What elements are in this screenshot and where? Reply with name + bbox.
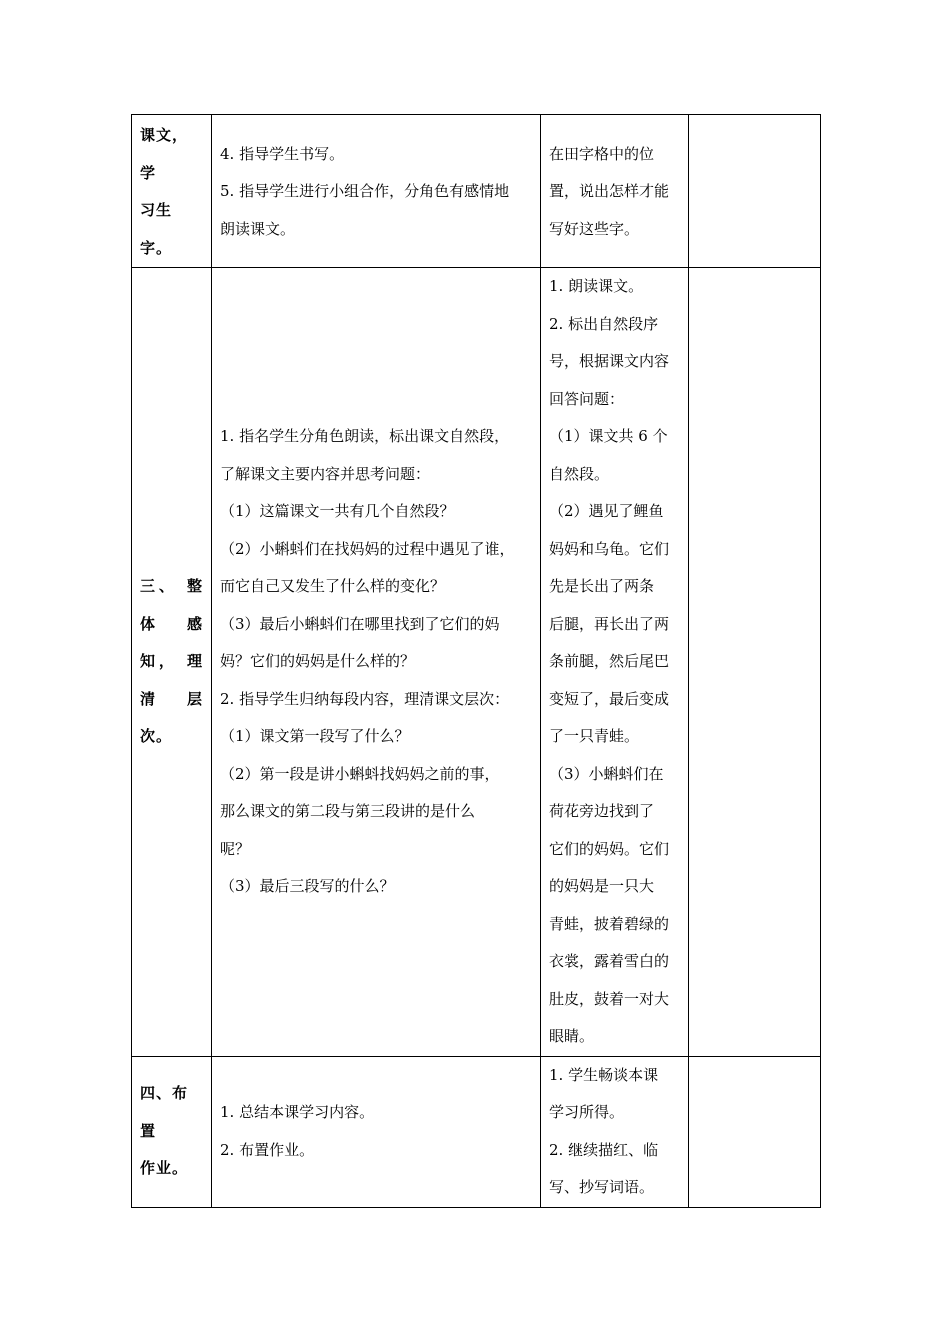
student-activity-cell <box>541 1056 689 1207</box>
student-line: 置，说出怎样才能 <box>549 182 670 201</box>
teacher-line: 了解课文主要内容并思考问题： <box>220 464 431 483</box>
student-line: 1. 学生畅谈本课 <box>549 1065 659 1084</box>
student-line: （1）课文共 6 个 <box>549 427 668 445</box>
student-line: （2）遇见了鲤鱼 <box>549 502 664 520</box>
teacher-line: （1）课文第一段写了什么？ <box>220 727 410 745</box>
teacher-line: 5. 指导学生进行小组合作，分角色有感情地 <box>220 182 510 201</box>
student-line: 了一只青蛙。 <box>549 727 640 745</box>
student-line: 荷花旁边找到了 <box>549 802 655 820</box>
teacher-line: 4. 指导学生书写。 <box>220 144 345 163</box>
stage-line: 次。 <box>140 727 173 745</box>
stage-line: 课文，学 <box>140 126 189 182</box>
note-cell <box>689 115 821 268</box>
teacher-activity-cell <box>212 115 541 268</box>
student-line: 1. 朗读课文。 <box>549 277 644 295</box>
stage-line: 习生字。 <box>140 201 173 257</box>
teacher-line: 2. 指导学生归纳每段内容，理清课文层次： <box>220 689 510 708</box>
student-line: 写、抄写词语。 <box>549 1178 655 1196</box>
student-line: 眼睛。 <box>549 1027 595 1045</box>
student-line: 变短了，最后变成 <box>549 689 670 708</box>
student-line: 号，根据课文内容 <box>549 352 670 370</box>
stage-cell <box>132 115 212 268</box>
student-line: 2. 标出自然段序 <box>549 314 659 333</box>
teacher-line: （3）最后小蝌蚪们在哪里找到了它们的妈 <box>220 614 500 633</box>
teacher-line: 呢？ <box>220 839 251 858</box>
stage-line: 清 层 <box>140 689 203 708</box>
table-row <box>132 115 821 268</box>
student-line: 妈妈和乌龟。它们 <box>549 539 670 558</box>
teacher-line: 1. 总结本课学习内容。 <box>220 1103 375 1121</box>
student-line: 回答问题： <box>549 389 625 408</box>
teacher-line: （2）第一段是讲小蝌蚪找妈妈之前的事， <box>220 764 500 783</box>
teacher-activity-cell <box>212 1056 541 1207</box>
teacher-line: 妈？它们的妈妈是什么样的？ <box>220 652 416 670</box>
stage-line: 四、布置 <box>140 1084 189 1140</box>
student-line: 先是长出了两条 <box>549 577 655 595</box>
teacher-line: （3）最后三段写的什么？ <box>220 877 395 895</box>
student-line: 2. 继续描红、临 <box>549 1140 659 1159</box>
teacher-line: 朗读课文。 <box>220 219 296 238</box>
student-line: 它们的妈妈。它们 <box>549 839 670 858</box>
stage-cell <box>132 1056 212 1207</box>
note-cell <box>689 268 821 1057</box>
student-activity-cell <box>541 268 689 1057</box>
table-row <box>132 1056 821 1207</box>
stage-line: 三、 整 <box>140 577 203 595</box>
teacher-line: 2. 布置作业。 <box>220 1140 315 1159</box>
student-line: 后腿，再长出了两 <box>549 614 670 633</box>
student-line: 条前腿，然后尾巴 <box>549 652 670 670</box>
student-line: （3）小蝌蚪们在 <box>549 764 664 783</box>
student-line: 自然段。 <box>549 464 610 483</box>
teacher-line: 那么课文的第二段与第三段讲的是什么 <box>220 802 476 820</box>
student-line: 学习所得。 <box>549 1103 625 1121</box>
stage-line: 体 感 <box>140 614 203 633</box>
teacher-line: （1）这篇课文一共有几个自然段？ <box>220 502 455 520</box>
stage-cell <box>132 268 212 1057</box>
stage-line: 作业。 <box>140 1159 189 1178</box>
teacher-line: （2）小蝌蚪们在找妈妈的过程中遇见了谁， <box>220 539 515 558</box>
lesson-plan-table <box>131 114 821 1208</box>
student-line: 肚皮，鼓着一对大 <box>549 989 670 1008</box>
stage-line: 知， 理 <box>140 652 203 670</box>
student-activity-cell <box>541 115 689 268</box>
student-line: 青蛙，披着碧绿的 <box>549 914 670 933</box>
teacher-line: 而它自己又发生了什么样的变化？ <box>220 577 446 595</box>
student-line: 的妈妈是一只大 <box>549 877 655 895</box>
student-line: 写好这些字。 <box>549 219 640 238</box>
student-line: 在田字格中的位 <box>549 144 655 163</box>
teacher-line: 1. 指名学生分角色朗读，标出课文自然段， <box>220 427 510 445</box>
note-cell <box>689 1056 821 1207</box>
student-line: 衣裳，露着雪白的 <box>549 952 670 970</box>
table-row <box>132 268 821 1057</box>
teacher-activity-cell <box>212 268 541 1057</box>
